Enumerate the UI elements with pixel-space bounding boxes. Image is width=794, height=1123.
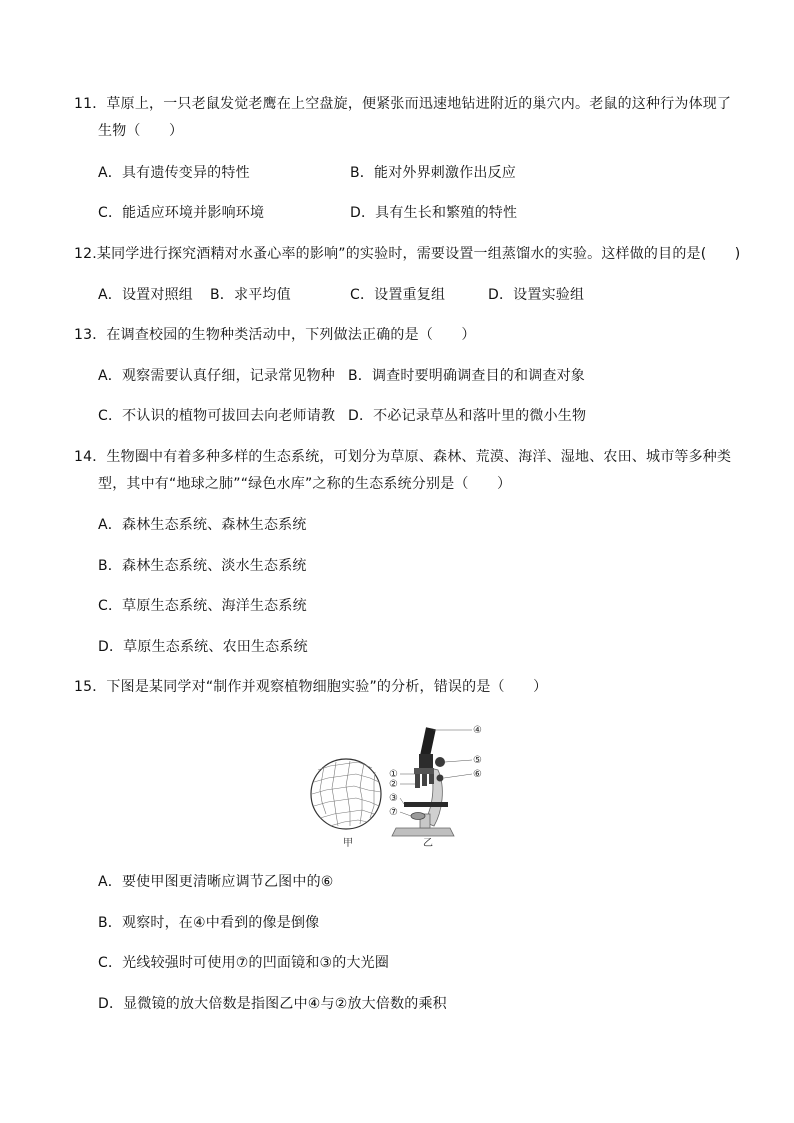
- q14-stem-line2: 型，其中有“地球之肺”“绿色水库”之称的生态系统分别是（ ）: [98, 476, 512, 492]
- q15-option-a: A．要使甲图更清晰应调节乙图中的⑥: [98, 874, 334, 890]
- q11-option-b: B．能对外界刺激作出反应: [350, 165, 517, 181]
- q15-option-c: C．光线较强时可使用⑦的凹面镜和③的大光圈: [98, 955, 390, 971]
- q12-option-b: B．求平均值: [210, 287, 291, 303]
- q12-option-d: D．设置实验组: [488, 287, 585, 303]
- q11-option-c: C．能适应环境并影响环境: [98, 205, 265, 221]
- figure-label-jia: 甲: [343, 838, 353, 849]
- q14-option-b: B．森林生态系统、淡水生态系统: [98, 558, 307, 574]
- callout-1: ①: [389, 769, 398, 780]
- q13-option-b: B．调查时要明确调查目的和调查对象: [348, 368, 586, 384]
- q11-option-d: D．具有生长和繁殖的特性: [350, 205, 518, 221]
- microscope-figure: [300, 718, 490, 853]
- cell-view-circle: [311, 759, 381, 829]
- microscope-drawing: [392, 727, 454, 836]
- q12-option-a: A．设置对照组: [98, 287, 193, 303]
- q15-stem: 15．下图是某同学对“制作并观察植物细胞实验”的分析，错误的是（ ）: [74, 679, 548, 695]
- q12-stem: 12.某同学进行探究酒精对水蚤心率的影响”的实验时，需要设置一组蒸馏水的实验。这样做的目的是( ): [74, 246, 741, 262]
- q14-option-a: A．森林生态系统、森林生态系统: [98, 517, 307, 533]
- q11-stem-line2: 生物（ ）: [98, 123, 184, 139]
- q13-stem: 13．在调查校园的生物种类活动中，下列做法正确的是（ ）: [74, 327, 476, 343]
- q14-option-c: C．草原生态系统、海洋生态系统: [98, 598, 307, 614]
- q13-option-d: D．不必记录草丛和落叶里的微小生物: [348, 408, 587, 424]
- q12-option-c: C．设置重复组: [350, 287, 446, 303]
- q13-option-a: A．观察需要认真仔细，记录常见物种: [98, 368, 335, 384]
- q15-option-b: B．观察时，在④中看到的像是倒像: [98, 915, 320, 931]
- callout-4: ④: [473, 725, 482, 736]
- callout-6: ⑥: [473, 769, 482, 780]
- callout-7: ⑦: [389, 807, 398, 818]
- q11-option-a: A．具有遗传变异的特性: [98, 165, 250, 181]
- callout-5: ⑤: [473, 755, 482, 766]
- q14-option-d: D．草原生态系统、农田生态系统: [98, 639, 308, 655]
- callout-2: ②: [389, 779, 398, 790]
- q11-stem-line1: 11．草原上，一只老鼠发觉老鹰在上空盘旋，便紧张而迅速地钻进附近的巢穴内。老鼠的这种行为体现了: [74, 96, 732, 112]
- q15-option-d: D．显微镜的放大倍数是指图乙中④与②放大倍数的乘积: [98, 996, 447, 1012]
- figure-label-yi: 乙: [423, 838, 433, 849]
- callout-3: ③: [389, 793, 398, 804]
- q13-option-c: C．不认识的植物可拔回去向老师请教: [98, 408, 336, 424]
- q14-stem-line1: 14．生物圈中有着多种多样的生态系统，可划分为草原、森林、荒漠、海洋、湿地、农田、城市等多种类: [74, 449, 732, 465]
